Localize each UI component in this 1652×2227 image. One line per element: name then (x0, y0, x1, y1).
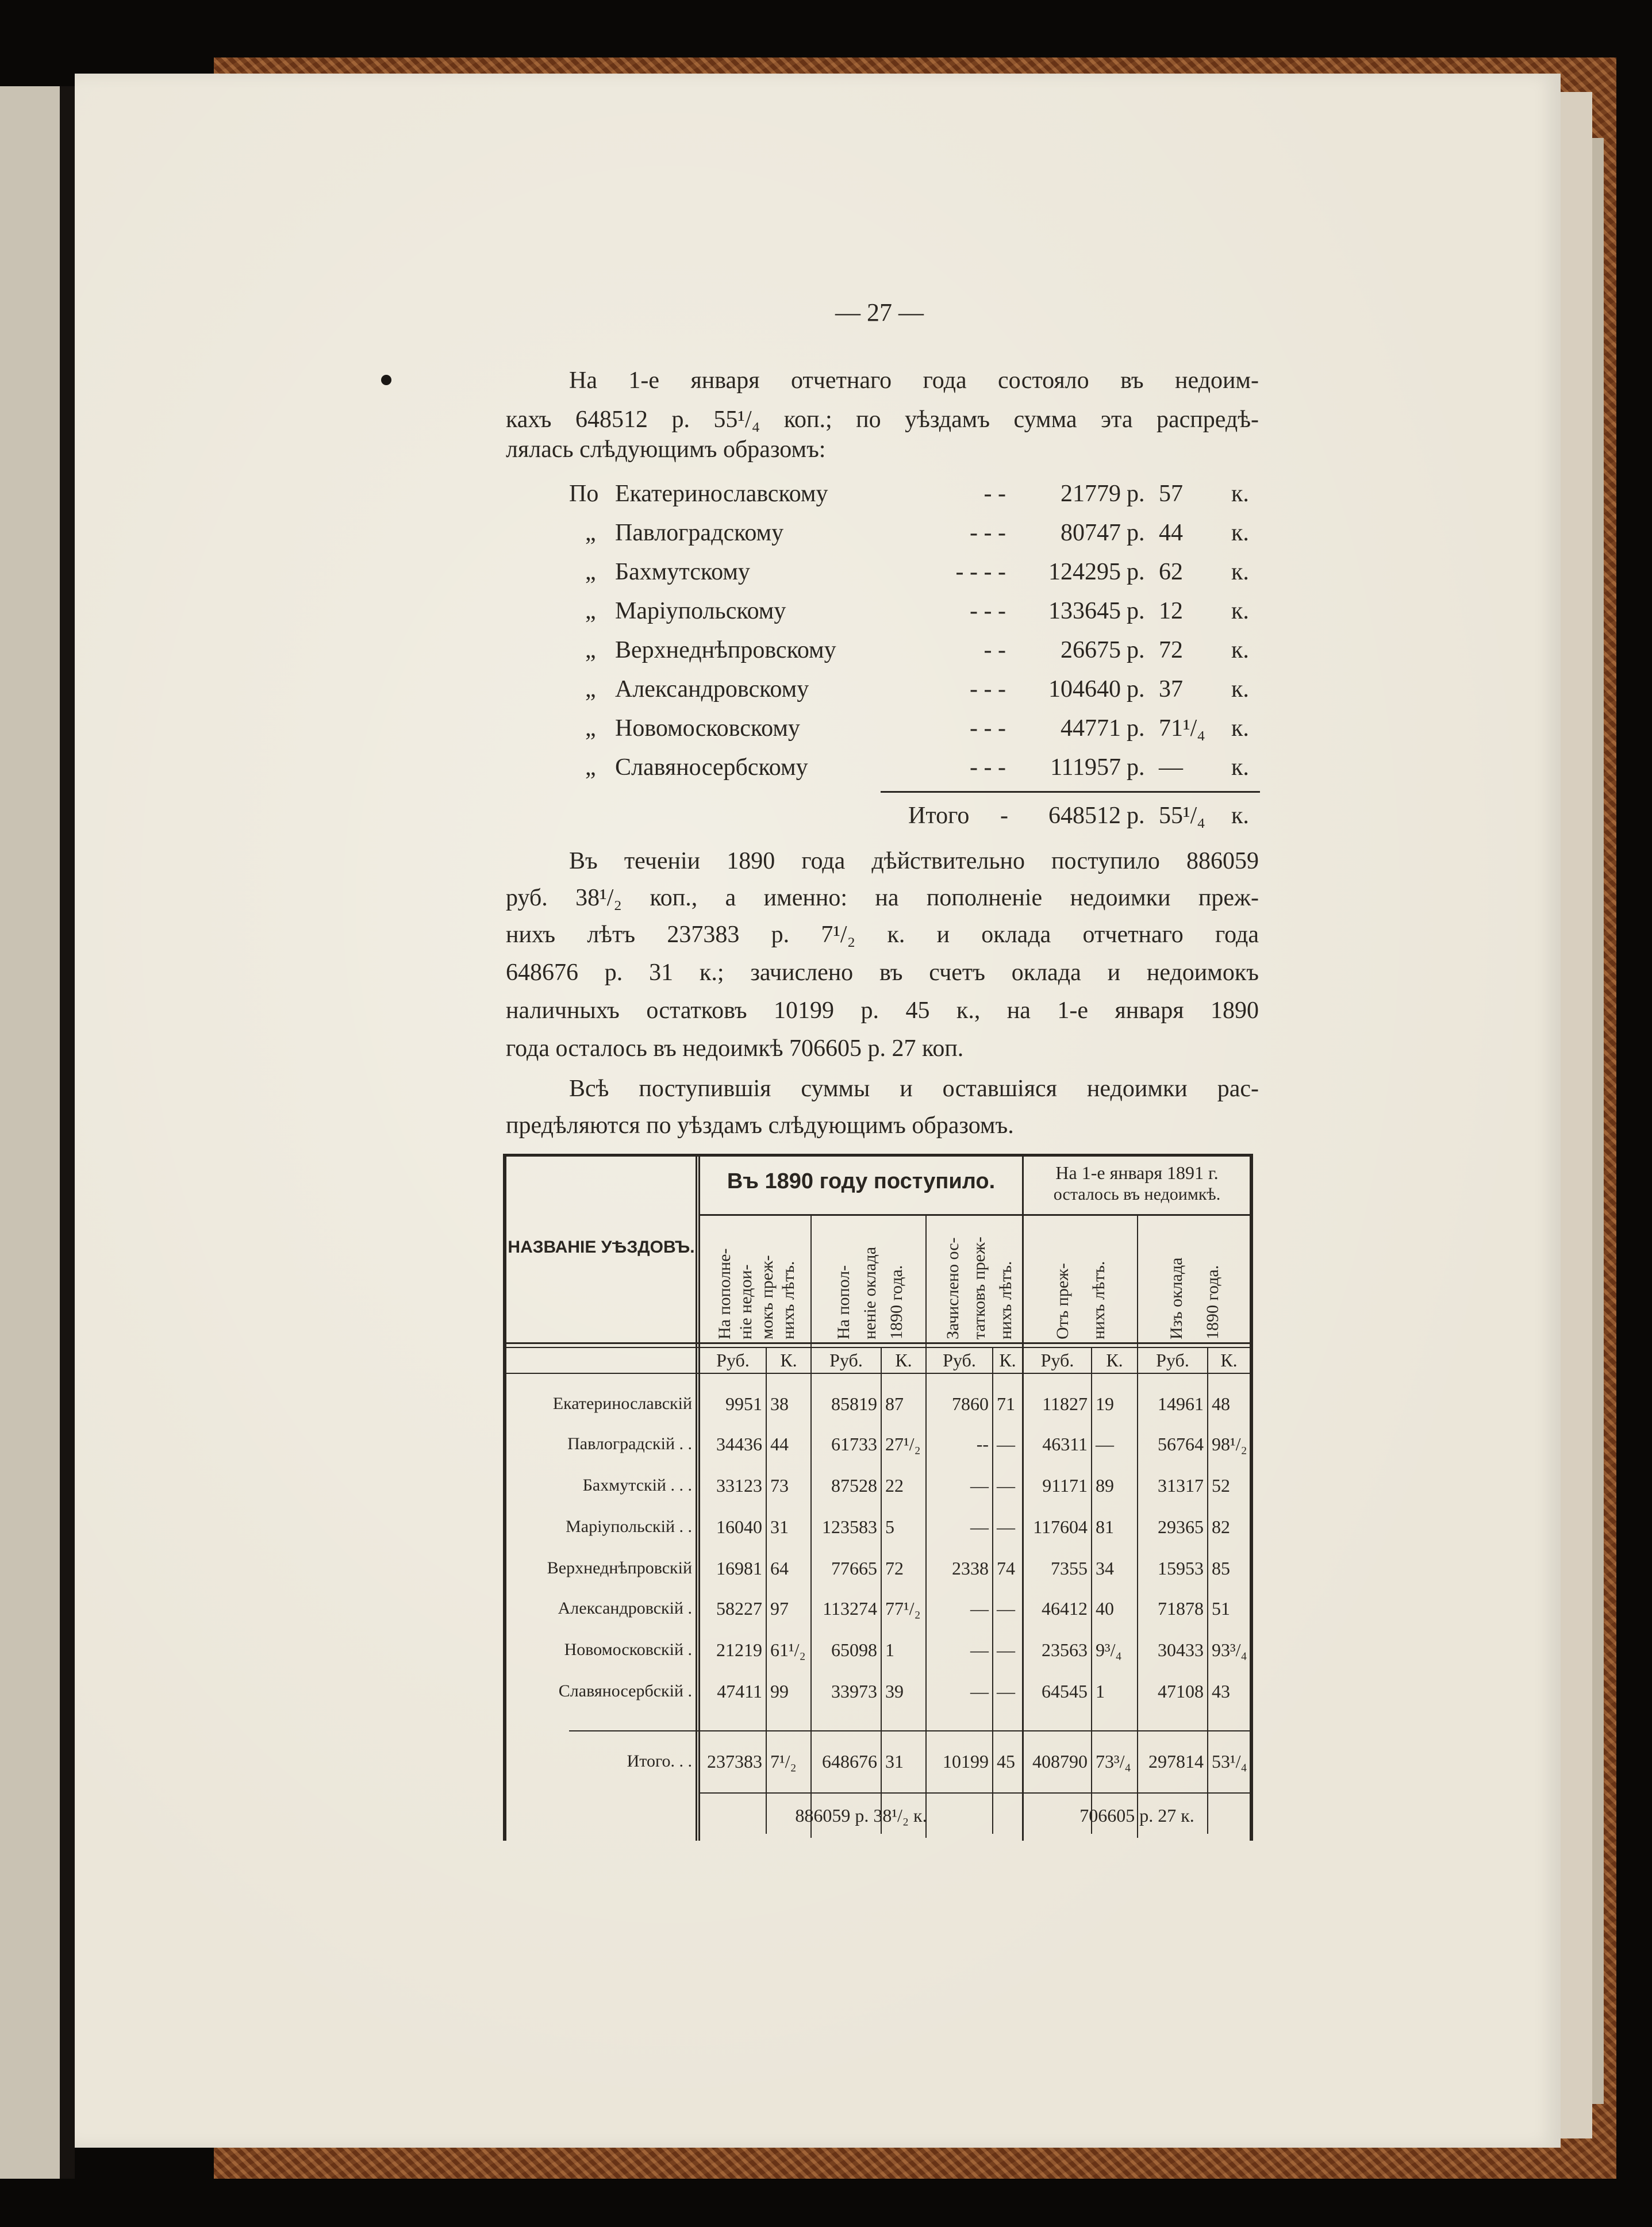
table-row-rub: — (970, 1639, 989, 1660)
table-row-rub: -- (976, 1434, 989, 1454)
table-row-kop: 74 (997, 1558, 1015, 1579)
header-prior-arrears-line: На пополне- (715, 1248, 735, 1339)
header-prior-arrears-line: ніе недои- (736, 1264, 756, 1339)
table-row-kop: 31 (770, 1516, 789, 1537)
table-row-rub: 46412 (1042, 1598, 1088, 1619)
table-total-row-rub: 648676 (822, 1751, 877, 1772)
header-remaining-prior-line: Отъ преж- (1052, 1263, 1072, 1339)
table-row-rub: — (970, 1681, 989, 1702)
list-district-name: Маріупольскому (615, 598, 786, 624)
unit-kop-label: К. (999, 1350, 1016, 1370)
table-row-kop: — (1096, 1434, 1114, 1454)
header-remaining-assessment-line: Изъ оклада (1166, 1257, 1186, 1339)
table-row-kop: 40 (1096, 1598, 1114, 1619)
unit-kop-label: К. (1106, 1350, 1123, 1370)
sum-remaining: 706605 р. 27 к. (1079, 1805, 1194, 1826)
table-row-kop: 39 (885, 1681, 904, 1702)
table-row-kop: 1 (885, 1639, 894, 1660)
list-total-unit-r: р. (1127, 803, 1145, 829)
table-row-rub: 77665 (831, 1558, 877, 1579)
list-rub: 133645 (1048, 598, 1121, 624)
list-prefix: По (569, 481, 599, 507)
table-row-kop: 71 (997, 1393, 1015, 1414)
table-row-rub: 58227 (716, 1598, 762, 1619)
table-row-kop: 52 (1212, 1475, 1230, 1496)
table-row-rub: 34436 (716, 1434, 762, 1454)
page-stack-edge-inner (1592, 138, 1604, 2104)
list-district-name: Новомосковскому (615, 715, 800, 742)
list-dash-leader: - - - (970, 754, 1006, 781)
list-district-name: Павлоградскому (615, 520, 784, 546)
list-district-name: Верхнеднѣпровскому (615, 637, 836, 663)
list-unit-r: р. (1127, 754, 1145, 781)
list-total-kop: 55¹/₄ (1159, 803, 1205, 829)
table-row-name: Павлоградскій . . (567, 1434, 692, 1453)
table-row-kop: 93³/₄ (1212, 1639, 1247, 1660)
table-row-kop: 34 (1096, 1558, 1114, 1579)
unit-kop-label: К. (780, 1350, 797, 1370)
list-dash-leader: - - - (970, 715, 1006, 742)
unit-kop-label: К. (1220, 1350, 1238, 1370)
list-unit-k: к. (1231, 481, 1249, 507)
list-rub: 26675 (1061, 637, 1121, 663)
table-row-name: Новомосковскій . (564, 1640, 692, 1659)
table-row-kop: 82 (1212, 1516, 1230, 1537)
list-unit-k: к. (1231, 637, 1249, 663)
table-row-kop: 98¹/₂ (1212, 1434, 1247, 1454)
table-total-row-kop: 7¹/₂ (770, 1751, 797, 1772)
table-row-rub: 7860 (952, 1393, 989, 1414)
header-prior-arrears-line: мокъ преж- (758, 1255, 777, 1339)
table-row-rub: 47108 (1158, 1681, 1204, 1702)
table-row-kop: 22 (885, 1475, 904, 1496)
table-row-name: Александровскій . (558, 1599, 692, 1618)
table-row-rub: — (970, 1598, 989, 1619)
table-row-name: Бахмутскій . . . (582, 1476, 692, 1495)
list-kop: 37 (1159, 676, 1183, 702)
list-total-unit-k: к. (1231, 803, 1249, 829)
ink-dot (381, 375, 391, 385)
table-total-row-kop: 53¹/₄ (1212, 1751, 1247, 1772)
table-total-row-name: Итого. . . (627, 1752, 692, 1771)
table-row-kop: 48 (1212, 1393, 1230, 1414)
list-kop: — (1159, 754, 1183, 781)
para3-line-2: предѣляются по уѣздамъ слѣдующимъ образомъ. (506, 1112, 1014, 1139)
list-kop: 44 (1159, 520, 1183, 546)
table-row-kop: — (997, 1598, 1015, 1619)
header-assessment-1890-line: 1890 года. (887, 1265, 906, 1339)
table-total-row-kop: 45 (997, 1751, 1015, 1772)
list-unit-k: к. (1231, 754, 1249, 781)
list-unit-k: к. (1231, 676, 1249, 702)
list-unit-k: к. (1231, 559, 1249, 585)
table-row-rub: 16040 (716, 1516, 762, 1537)
unit-rub-label: Руб. (1156, 1350, 1189, 1370)
header-prior-arrears-line: нихъ лѣтъ. (778, 1261, 798, 1339)
intro-line-3: лялась слѣдующимъ образомъ: (506, 436, 826, 463)
header-assessment-1890-line: На попол- (833, 1265, 853, 1339)
intro-line-2: кахъ 648512 р. 55¹/₄ коп.; по уѣздамъ сумма эта распредѣ- (506, 406, 1259, 433)
list-district-name: Славяносербскому (615, 754, 808, 781)
table-row-rub: 113274 (823, 1598, 877, 1619)
table-row-rub: 2338 (952, 1558, 989, 1579)
list-dash-leader: - - - - (955, 559, 1006, 585)
list-district-name: Александровскому (615, 676, 809, 702)
list-rub: 21779 (1061, 481, 1121, 507)
table-row-kop: 51 (1212, 1598, 1230, 1619)
table-row-kop: 64 (770, 1558, 789, 1579)
header-received-1890: Въ 1890 году поступило. (727, 1169, 996, 1193)
book-spine (60, 86, 75, 2179)
table-row-kop: 19 (1096, 1393, 1114, 1414)
list-dash-leader: - - (983, 637, 1006, 663)
list-unit-k: к. (1231, 520, 1249, 546)
table-row-name: Маріупольскій . . (566, 1517, 692, 1536)
list-total-dash: - (1000, 803, 1008, 829)
unit-rub-label: Руб. (716, 1350, 750, 1370)
table-row-rub: 31317 (1158, 1475, 1204, 1496)
para2-line-3: нихъ лѣтъ 237383 р. 7¹/₂ к. и оклада отчетнаго года (506, 921, 1259, 948)
table-row-kop: 81 (1096, 1516, 1114, 1537)
table-row-rub: 117604 (1033, 1516, 1088, 1537)
list-total-rule (881, 791, 1260, 793)
table-row-rub: 15953 (1158, 1558, 1204, 1579)
para2-line-2: руб. 38¹/₂ коп., а именно: на пополненіе недоимки преж- (506, 885, 1259, 911)
list-unit-r: р. (1127, 715, 1145, 742)
page-stack-edge (1561, 92, 1592, 2138)
table-row-rub: 21219 (716, 1639, 762, 1660)
list-dash-leader: - - - (970, 520, 1006, 546)
table-row-kop: 99 (770, 1681, 789, 1702)
para2-line-6: года осталось въ недоимкѣ 706605 р. 27 коп. (506, 1035, 964, 1062)
list-prefix: „ (585, 520, 596, 546)
table-row-rub: 30433 (1158, 1639, 1204, 1660)
list-unit-r: р. (1127, 598, 1145, 624)
table-row-rub: 71878 (1158, 1598, 1204, 1619)
para2-line-1: Въ теченіи 1890 года дѣйствительно поступило 886059 (569, 848, 1259, 874)
table-row-rub: — (970, 1516, 989, 1537)
table-row-name: Екатеринославскій (552, 1394, 692, 1413)
list-kop: 72 (1159, 637, 1183, 663)
list-rub: 80747 (1061, 520, 1121, 546)
header-assessment-1890-line: неніе оклада (860, 1246, 880, 1339)
table-row-rub: 87528 (831, 1475, 877, 1496)
table-row-kop: 73 (770, 1475, 789, 1496)
sum-received: 886059 р. 38¹/₂ к. (795, 1805, 927, 1826)
table-row-name: Верхнеднѣпровскій (547, 1558, 692, 1577)
table-row-rub: 64545 (1042, 1681, 1088, 1702)
table-row-rub: 47411 (717, 1681, 762, 1702)
list-unit-r: р. (1127, 676, 1145, 702)
table-row-kop: 43 (1212, 1681, 1230, 1702)
table-row-kop: 87 (885, 1393, 904, 1414)
table-row-kop: 77¹/₂ (885, 1598, 921, 1619)
table-row-rub: 46311 (1042, 1434, 1088, 1454)
list-rub: 104640 (1048, 676, 1121, 702)
para3-line-1: Всѣ поступившія суммы и оставшіяся недоимки рас- (569, 1076, 1259, 1102)
list-kop: 62 (1159, 559, 1183, 585)
para2-line-5: наличныхъ остатковъ 10199 р. 45 к., на 1-е января 1890 (506, 997, 1259, 1024)
table-row-rub: 65098 (831, 1639, 877, 1660)
list-prefix: „ (585, 559, 596, 585)
page-number: — 27 — (835, 298, 924, 327)
unit-kop-label: К. (895, 1350, 912, 1370)
table-row-kop: 97 (770, 1598, 789, 1619)
table-row-kop: 1 (1096, 1681, 1105, 1702)
unit-rub-label: Руб. (829, 1350, 863, 1370)
list-unit-k: к. (1231, 715, 1249, 742)
list-kop: 57 (1159, 481, 1183, 507)
table-row-kop: 72 (885, 1558, 904, 1579)
list-district-name: Бахмутскому (615, 559, 750, 585)
table-row-rub: 56764 (1158, 1434, 1204, 1454)
header-remaining-1891-line2: осталось въ недоимкѣ. (1053, 1185, 1221, 1204)
list-total-label: Итого (908, 803, 970, 829)
table-total-row-kop: 31 (885, 1751, 904, 1772)
list-total-rub: 648512 (1048, 803, 1121, 829)
table-row-name: Славяносербскій . (558, 1681, 692, 1700)
list-prefix: „ (585, 754, 596, 781)
list-dash-leader: - - - (970, 598, 1006, 624)
para2-line-4: 648676 р. 31 к.; зачислено въ счетъ оклада и недоимокъ (506, 959, 1259, 986)
table-row-rub: 7355 (1051, 1558, 1088, 1579)
unit-rub-label: Руб. (1040, 1350, 1074, 1370)
table-total-row-kop: 73³/₄ (1096, 1751, 1131, 1772)
table-row-kop: — (997, 1475, 1015, 1496)
previous-page-edge (0, 86, 67, 2179)
table-row-rub: 33123 (716, 1475, 762, 1496)
list-unit-r: р. (1127, 637, 1145, 663)
table-row-kop: 44 (770, 1434, 789, 1454)
list-rub: 124295 (1048, 559, 1121, 585)
table-row-rub: 23563 (1042, 1639, 1088, 1660)
list-kop: 12 (1159, 598, 1183, 624)
list-dash-leader: - - (983, 481, 1006, 507)
list-prefix: „ (585, 676, 596, 702)
table-row-kop: 61¹/₂ (770, 1639, 806, 1660)
table-row-rub: 9951 (725, 1393, 762, 1414)
table-row-rub: 123583 (822, 1516, 877, 1537)
header-credited-balances-line: татковъ преж- (970, 1237, 989, 1339)
intro-line-1: На 1-е января отчетнаго года состояло въ недоим- (569, 367, 1259, 394)
table-row-rub: 85819 (831, 1393, 877, 1414)
list-unit-r: р. (1127, 520, 1145, 546)
list-unit-k: к. (1231, 598, 1249, 624)
table-row-kop: 9³/₄ (1096, 1639, 1122, 1660)
list-prefix: „ (585, 715, 596, 742)
table-row-rub: 61733 (831, 1434, 877, 1454)
table-row-kop: 5 (885, 1516, 894, 1537)
unit-rub-label: Руб. (943, 1350, 976, 1370)
header-remaining-1891-line1: На 1-е января 1891 г. (1055, 1162, 1219, 1183)
header-credited-balances-line: нихъ лѣтъ. (996, 1261, 1016, 1339)
table-total-row-rub: 237383 (707, 1751, 762, 1772)
table-row-kop: — (997, 1639, 1015, 1660)
table-row-rub: 33973 (831, 1681, 877, 1702)
table-row-rub: 29365 (1158, 1516, 1204, 1537)
table-row-kop: 27¹/₂ (885, 1434, 921, 1454)
table-row-kop: 85 (1212, 1558, 1230, 1579)
list-rub: 111957 (1050, 754, 1121, 781)
list-unit-r: р. (1127, 481, 1145, 507)
header-credited-balances-line: Зачислено ос- (943, 1237, 962, 1339)
table-row-rub: 11827 (1042, 1393, 1088, 1414)
list-rub: 44771 (1061, 715, 1121, 742)
list-kop: 71¹/₄ (1159, 715, 1205, 742)
list-unit-r: р. (1127, 559, 1145, 585)
table-row-rub: 16981 (716, 1558, 762, 1579)
table-row-kop: 38 (770, 1393, 789, 1414)
table-row-kop: — (997, 1434, 1015, 1454)
table-row-kop: 89 (1096, 1475, 1114, 1496)
table-row-kop: — (997, 1516, 1015, 1537)
list-prefix: „ (585, 637, 596, 663)
header-remaining-assessment-line: 1890 года. (1202, 1265, 1222, 1339)
header-district-name: НАЗВАНІЕ УѢЗДОВЪ. (508, 1238, 695, 1257)
table-row-rub: 14961 (1158, 1393, 1204, 1414)
table-total-row-rub: 297814 (1148, 1751, 1204, 1772)
table-row-rub: 91171 (1042, 1475, 1088, 1496)
table-row-kop: — (997, 1681, 1015, 1702)
table-total-row-rub: 408790 (1032, 1751, 1088, 1772)
table-row-rub: — (970, 1475, 989, 1496)
list-dash-leader: - - - (970, 676, 1006, 702)
list-prefix: „ (585, 598, 596, 624)
table-total-row-rub: 10199 (943, 1751, 989, 1772)
list-district-name: Екатеринославскому (615, 481, 828, 507)
header-remaining-prior-line: нихъ лѣтъ. (1089, 1261, 1108, 1339)
